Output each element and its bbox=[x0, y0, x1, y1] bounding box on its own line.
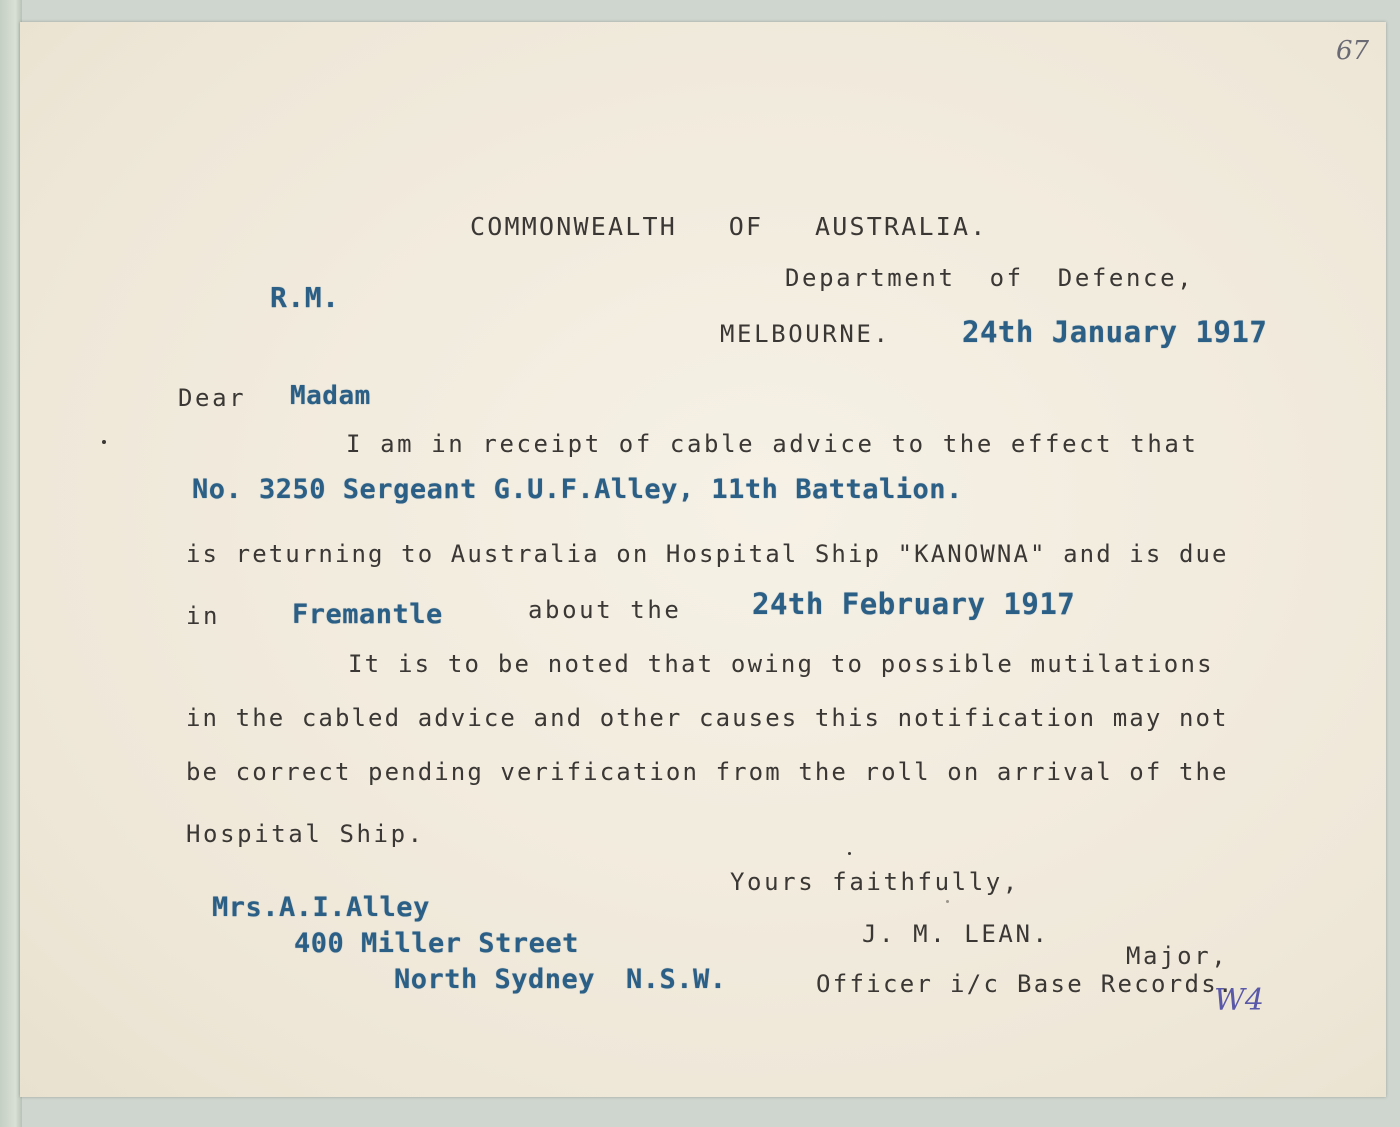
adjacent-page-edge bbox=[0, 0, 22, 1127]
addressee-street: 400 Miller Street bbox=[294, 928, 579, 959]
signatory-rank: Major, bbox=[1126, 942, 1229, 970]
body-line-5: in the cabled advice and other causes this notification may not bbox=[186, 704, 1229, 732]
addressee-city: North Sydney bbox=[394, 964, 596, 995]
salutation-name: Madam bbox=[290, 381, 371, 411]
ink-speck bbox=[848, 852, 851, 855]
valediction: Yours faithfully, bbox=[730, 868, 1020, 896]
soldier-details: No. 3250 Sergeant G.U.F.Alley, 11th Battalion. bbox=[192, 474, 963, 505]
letter-date: 24th January 1917 bbox=[962, 315, 1268, 349]
body-line-2: is returning to Australia on Hospital Ship "KANOWNA" and is due bbox=[186, 540, 1229, 568]
reference-code: R.M. bbox=[270, 281, 340, 314]
letterhead-department: Department of Defence, bbox=[785, 264, 1195, 292]
ink-speck bbox=[102, 440, 106, 444]
handwritten-initials: W4 bbox=[1214, 983, 1264, 1018]
body-line-1: I am in receipt of cable advice to the effect that bbox=[346, 430, 1199, 458]
letterhead-title: COMMONWEALTH OF AUSTRALIA. bbox=[470, 212, 988, 241]
body-line-3-about: about the bbox=[528, 596, 682, 624]
addressee-name: Mrs.A.I.Alley bbox=[212, 892, 430, 923]
signatory-title: Officer i/c Base Records. bbox=[816, 970, 1235, 998]
arrival-port: Fremantle bbox=[292, 599, 443, 630]
arrival-date: 24th February 1917 bbox=[752, 587, 1076, 621]
addressee-state: N.S.W. bbox=[626, 964, 727, 995]
body-line-4: It is to be noted that owing to possible mutilations bbox=[348, 650, 1214, 678]
letterhead-place: MELBOURNE. bbox=[720, 320, 891, 348]
body-line-7: Hospital Ship. bbox=[186, 820, 425, 848]
body-line-3-in: in bbox=[186, 602, 221, 630]
ink-speck bbox=[946, 900, 949, 903]
body-line-6: be correct pending verification from the roll on arrival of the bbox=[186, 758, 1229, 786]
salutation: Dear bbox=[178, 384, 247, 412]
folio-number: 67 bbox=[1336, 36, 1370, 66]
signatory-name: J. M. LEAN. bbox=[862, 920, 1050, 948]
